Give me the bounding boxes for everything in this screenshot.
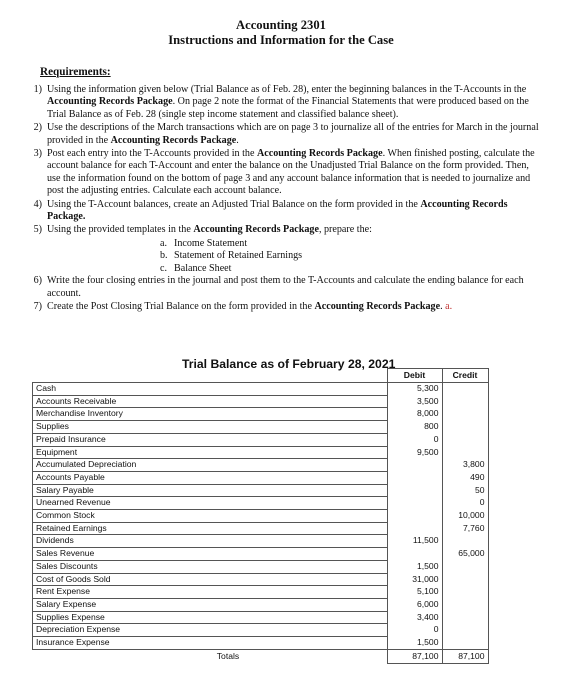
text-run: Using the information given below (Trial Balance as of Feb. 28), enter the beginning balances in the T-Accounts in the [47, 84, 527, 95]
credit-amount [442, 624, 488, 637]
debit-amount: 800 [387, 421, 442, 434]
credit-amount [442, 408, 488, 421]
trial-balance-row [33, 637, 489, 650]
document-header [0, 18, 562, 48]
trial-balance-row [33, 459, 489, 472]
totals-label: Totals [216, 651, 240, 662]
debit-amount: 31,000 [387, 573, 442, 586]
trial-balance-table [32, 368, 489, 664]
credit-amount [442, 611, 488, 624]
credit-amount: 50 [442, 484, 488, 497]
debit-amount: 1,500 [387, 560, 442, 573]
trial-balance-row [33, 573, 489, 586]
requirement-item [22, 275, 542, 300]
account-name: Salary Payable [33, 484, 388, 497]
text-run: , prepare the: [318, 224, 372, 236]
document-title: Instructions and Information for the Case [168, 33, 394, 47]
requirement-text [47, 84, 542, 121]
credit-amount: 65,000 [442, 548, 488, 561]
credit-amount: 0 [442, 497, 488, 510]
credit-amount: 3,800 [442, 459, 488, 472]
requirement-number: 1) [33, 84, 42, 95]
debit-amount: 11,500 [387, 535, 442, 548]
account-name: Rent Expense [33, 586, 388, 599]
trial-balance-row [33, 510, 489, 523]
bold-phrase: Accounting Records Package [256, 148, 383, 160]
requirement-item [22, 148, 542, 198]
sub-item-text: Statement of Retained Earnings [174, 250, 303, 262]
credit-amount: 7,760 [442, 522, 488, 535]
highlight-mark: a. [445, 300, 453, 312]
account-name: Prepaid Insurance [33, 433, 388, 446]
credit-amount [442, 560, 488, 573]
trial-balance-row [33, 433, 489, 446]
text-run: . [236, 134, 239, 146]
account-name: Salary Expense [33, 598, 388, 611]
trial-balance-row [33, 535, 489, 548]
trial-balance-header-row [33, 369, 489, 383]
report-sub-list [22, 238, 542, 275]
debit-amount [387, 510, 442, 523]
credit-amount [442, 383, 488, 396]
text-run: Post each entry into the T-Accounts provided in the [47, 148, 257, 160]
account-name: Supplies Expense [33, 611, 388, 624]
debit-amount: 3,400 [387, 611, 442, 624]
debit-amount: 9,500 [387, 446, 442, 459]
requirement-number: 2) [33, 122, 42, 134]
debit-amount [387, 522, 442, 535]
debit-amount: 5,300 [387, 383, 442, 396]
requirements-list [22, 84, 542, 314]
trial-balance-title: Trial Balance as of February 28, 2021 [182, 357, 396, 371]
credit-amount: 490 [442, 471, 488, 484]
bold-phrase: Accounting Records Package [314, 300, 441, 312]
account-name: Merchandise Inventory [33, 408, 388, 421]
account-name: Common Stock [33, 510, 388, 523]
report-sub-item [22, 263, 542, 275]
debit-amount: 3,500 [387, 395, 442, 408]
debit-amount: 5,100 [387, 586, 442, 599]
text-run: Using the provided templates in the [47, 224, 194, 236]
account-name: Sales Revenue [33, 548, 388, 561]
account-name: Dividends [33, 535, 388, 548]
trial-balance-row [33, 395, 489, 408]
bold-phrase: Accounting Records Package [110, 134, 237, 146]
requirement-text [47, 148, 542, 198]
account-name: Accounts Receivable [33, 395, 388, 408]
credit-amount [442, 421, 488, 434]
credit-amount [442, 433, 488, 446]
debit-amount: 6,000 [387, 598, 442, 611]
text-run: Write the four closing entries in the journal and post them to the T-Accounts and calculate the ending balance for each account. [47, 275, 524, 299]
credit-column-header: Credit [442, 369, 488, 383]
account-name: Insurance Expense [33, 637, 388, 650]
requirement-item [22, 199, 542, 224]
text-run: Use the descriptions of the March transactions which are on page 3 to journalize all of the entries for March in the journal provided in the [47, 122, 539, 146]
sub-item-text: Income Statement [174, 237, 248, 249]
course-title: Accounting 2301 [236, 18, 326, 32]
total-debit: 87,100 [387, 649, 442, 663]
debit-amount [387, 471, 442, 484]
account-name: Supplies [33, 421, 388, 434]
requirement-number: 3) [33, 148, 42, 160]
report-sub-item [22, 238, 542, 250]
bold-phrase: Accounting Records Package. [47, 198, 508, 223]
header-blank-cell [33, 369, 388, 383]
report-sub-item [22, 250, 542, 262]
trial-balance-row [33, 611, 489, 624]
requirements-heading: Requirements: [40, 66, 111, 78]
trial-balance-row [33, 624, 489, 637]
debit-column-header: Debit [387, 369, 442, 383]
credit-amount: 10,000 [442, 510, 488, 523]
requirement-number: 4) [33, 198, 42, 210]
account-name: Cost of Goods Sold [33, 573, 388, 586]
trial-balance-row [33, 560, 489, 573]
account-name: Unearned Revenue [33, 497, 388, 510]
requirement-text [47, 199, 542, 224]
credit-amount [442, 446, 488, 459]
trial-balance-row [33, 383, 489, 396]
text-run: . On page 2 note the format of the Financial Statements that were produced based on the Trial Balance as of Feb. 28 (single step income statement and classified balance sheet). [47, 96, 529, 120]
credit-amount [442, 395, 488, 408]
credit-amount [442, 598, 488, 611]
debit-amount [387, 497, 442, 510]
requirement-number: 6) [33, 275, 42, 287]
debit-amount: 0 [387, 433, 442, 446]
account-name: Retained Earnings [33, 522, 388, 535]
text-run: Using the T-Account balances, create an Adjusted Trial Balance on the form provided in the [47, 198, 421, 210]
trial-balance-row [33, 471, 489, 484]
requirement-item [22, 301, 542, 313]
text-run: Create the Post Closing Trial Balance on the form provided in the [47, 300, 315, 312]
requirement-text [47, 122, 542, 147]
requirement-text [47, 275, 542, 300]
text-run: . When finished posting, calculate the account balance for each T-Account and enter the balance on the Unadjusted Trial Balance on the form provided. Then, use the information found on the bottom of page 3 and any account balance information that is needed to journalize and post the adjusting entries. Calculate each account balance. [47, 148, 535, 197]
requirement-item [22, 122, 542, 147]
account-name: Depreciation Expense [33, 624, 388, 637]
trial-balance-row [33, 421, 489, 434]
totals-row [33, 649, 489, 663]
requirement-number: 7) [33, 300, 42, 312]
account-name: Cash [33, 383, 388, 396]
total-credit: 87,100 [442, 649, 488, 663]
trial-balance-row [33, 522, 489, 535]
requirements-after [22, 275, 542, 313]
trial-balance-row [33, 446, 489, 459]
sub-item-text: Balance Sheet [174, 262, 232, 274]
trial-balance-body [33, 383, 489, 650]
sub-item-letter: c. [160, 262, 168, 274]
requirement-text [47, 301, 542, 313]
trial-balance-row [33, 548, 489, 561]
text-run: . [440, 300, 446, 312]
debit-amount: 0 [387, 624, 442, 637]
credit-amount [442, 637, 488, 650]
requirements-main [22, 84, 542, 237]
trial-balance-row [33, 598, 489, 611]
debit-amount [387, 459, 442, 472]
debit-amount [387, 484, 442, 497]
debit-amount: 1,500 [387, 637, 442, 650]
trial-balance-row [33, 497, 489, 510]
credit-amount [442, 586, 488, 599]
credit-amount [442, 535, 488, 548]
trial-balance-row [33, 408, 489, 421]
requirement-number: 5) [33, 224, 42, 236]
debit-amount [387, 548, 442, 561]
trial-balance-row [33, 484, 489, 497]
debit-amount: 8,000 [387, 408, 442, 421]
sub-item-letter: a. [160, 237, 168, 249]
sub-item-letter: b. [160, 250, 168, 262]
account-name: Accounts Payable [33, 471, 388, 484]
requirement-text [47, 224, 542, 236]
account-name: Equipment [33, 446, 388, 459]
bold-phrase: Accounting Records Package [47, 96, 173, 108]
trial-balance-row [33, 586, 489, 599]
account-name: Accumulated Depreciation [33, 459, 388, 472]
credit-amount [442, 573, 488, 586]
requirement-item [22, 224, 542, 236]
account-name: Sales Discounts [33, 560, 388, 573]
requirement-item [22, 84, 542, 121]
bold-phrase: Accounting Records Package [193, 224, 319, 236]
